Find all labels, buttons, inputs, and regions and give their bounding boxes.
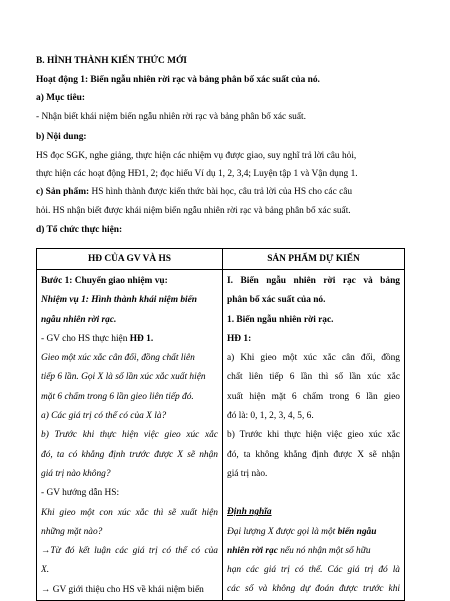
left-line: →Từ đó kết luận các giá trị có thể có của [41,546,218,557]
product-text-1: HS hình thành được kiến thức bài học, câu trả lời của HS cho các câu [89,187,353,197]
product-label: c) Sản phẩm: [36,187,90,197]
content-text-line-1: HS đọc SGK, nghe giảng, thực hiện các nhiệm vụ được giao, suy nghĩ trả lời câu hỏi, [36,151,357,161]
left-line: Khi gieo một con xúc xắc thì sẽ xuất hiện [41,507,218,518]
content-heading: b) Nội dung: [36,132,87,142]
definition-line [227,542,400,561]
table-row [37,270,405,601]
organization-heading: d) Tổ chức thực hiện: [36,225,123,235]
product-line-1 [36,186,416,198]
left-line: Gieo một xúc xắc cân đối, đồng chất liên [41,353,195,364]
header-expected-product: SẢN PHẨM DỰ KIẾN [223,249,405,270]
section-title: B. HÌNH THÀNH KIẾN THỨC MỚI [36,56,187,66]
question-b: b) Trước khi thực hiện việc gieo xúc xắc [41,430,218,441]
definition-line: các số và không dự đoán được trước khi [227,584,400,595]
left-line: → GV giới thiệu cho HS về khái niệm biến [41,584,204,595]
instruction-text: - GV cho HS thực hiện [41,333,130,344]
right-line: xuất hiện mặt 6 chấm trong 6 lần gieo [227,391,400,402]
right-line: giá trị nào. [227,468,268,479]
left-cell [37,270,223,601]
right-line: đó là: 0, 1, 2, 3, 4, 5, 6. [227,411,314,422]
definition-text: Đại lượng X được gọi là một [227,526,338,537]
definition-text: nếu nó nhận một số hữu [277,545,371,556]
left-line: mặt 6 chấm trong 6 lần gieo liên tiếp đó. [41,391,194,402]
activity-ref: HĐ 1. [129,333,154,344]
header-teacher-student: HĐ CỦA GV VÀ HS [37,249,223,270]
activity-title: Hoạt động 1: Biến ngẫu nhiên rời rạc và bảng phân bố xác suất của nó. [36,75,320,85]
table-header-row [37,249,405,270]
objective-heading: a) Mục tiêu: [36,93,85,103]
question-a: a) Các giá trị có thể có của X là? [41,411,167,422]
instruction-line [41,330,218,349]
right-line: đó, ta không khẳng định được X sẽ nhận [227,449,400,460]
definition-term: biến ngẫu [337,526,377,537]
task-1-title-cont: ngẫu nhiên rời rạc. [41,314,117,325]
right-heading: I. Biến ngẫu nhiên rời rạc và bảng [227,276,400,286]
left-line: đó, ta có khẳng định trước được X sẽ nhận [41,449,218,460]
content-text-line-2: thực hiện các hoạt động HĐ1, 2; đọc hiểu Ví dụ 1, 2, 3,4; Luyện tập 1 và Vận dụng 1. [36,169,358,179]
definition-line: hạn các giá trị có thể. Các giá trị đó là [227,565,400,576]
definition-line [227,523,400,542]
left-line: X. [41,565,50,576]
right-heading-cont: phân bố xác suất của nó. [227,295,326,306]
right-line: a) Khi gieo một xúc xắc cân đối, đồng [227,353,400,364]
guidance-heading: - GV hướng dẫn HS: [41,488,120,499]
task-1-title: Nhiệm vụ 1: Hình thành khái niệm biến [41,295,198,306]
activity-table [36,248,405,601]
objective-text: - Nhận biết khái niệm biến ngẫu nhiên rời rạc và bảng phân bố xác suất. [36,112,306,122]
product-text-line-2: hỏi. HS nhận biết được khái niệm biến ngẫu nhiên rời rạc và bảng phân bố xác suất. [36,206,351,216]
right-cell [223,270,405,601]
activity-label: HĐ 1: [227,333,252,344]
left-line: giá trị nào không? [41,468,111,479]
right-line: chất liên tiếp 6 lần thì số lần xúc xắc [227,372,400,383]
definition-term-cont: nhiên rời rạc [227,545,278,556]
subsection-heading: 1. Biến ngẫu nhiên rời rạc. [227,314,334,325]
right-line: b) Trước khi thực hiện việc gieo xúc xắc [227,430,400,441]
left-line: những mặt nào? [41,526,103,537]
blank-line [227,484,400,503]
left-line: tiếp 6 lần. Gọi X là số lần xúc xắc xuất hiện [41,372,206,383]
definition-heading: Định nghĩa [227,507,272,518]
step-1-heading: Bước 1: Chuyển giao nhiệm vụ: [41,276,168,286]
